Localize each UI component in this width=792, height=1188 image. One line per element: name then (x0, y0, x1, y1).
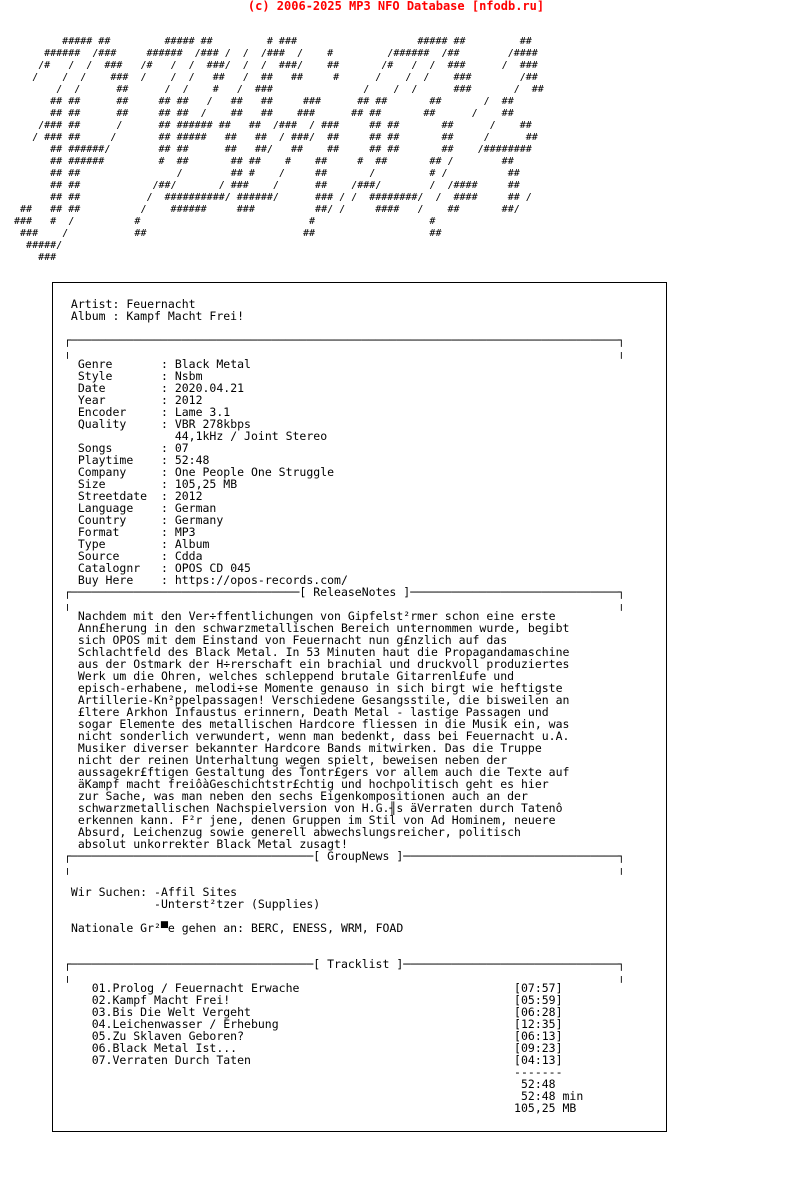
section-header: ┌───────────────────────────────────[ Tracklist ]───────────────────────────────┐ (64, 957, 625, 971)
total-size-value: 105,25 MB (514, 1101, 577, 1115)
info-value: 2020.04.21 (174, 381, 245, 395)
release-notes-text: Schlachtfeld des Black Metal. In 53 Minuten haut die Propagandamaschine (77, 645, 570, 659)
info-value: 2012 (174, 489, 203, 503)
track-title: 05.Zu Sklaven Geboren? (91, 1029, 515, 1043)
track-time: [09:23] (514, 1041, 563, 1055)
info-value: Germany (174, 513, 224, 527)
info-value: 52:48 (174, 453, 210, 467)
info-value: MP3 (174, 525, 196, 539)
info-row: Type : Album (77, 537, 210, 551)
section-title: [ GroupNews ] (313, 849, 404, 863)
release-notes-text: sich OPOS mit dem Einstand von Feuernacht nun g£nzlich auf das (77, 633, 508, 647)
info-value: 105,25 MB (174, 477, 238, 491)
info-label: Encoder (77, 405, 161, 419)
info-row: Size : 105,25 MB (77, 477, 238, 491)
wanted-item: -Unterst²tzer (Supplies) (154, 897, 321, 911)
info-label: Playtime (77, 453, 161, 467)
info-label: Language (77, 501, 161, 515)
info-value: One People One Struggle (174, 465, 335, 479)
release-notes-text: Ann£herung in den schwarzmetallischen Bereich unternommen wurde, begibt (77, 621, 570, 635)
info-row: Genre : Black Metal (77, 357, 251, 371)
greetings-line (64, 922, 625, 934)
info-label: Streetdate (77, 489, 161, 503)
info-label: Company (77, 465, 161, 479)
info-label: Style (77, 369, 161, 383)
info-value: Cdda (174, 549, 203, 563)
section-title: [ ReleaseNotes ] (299, 585, 411, 599)
info-value: VBR 278kbps (174, 417, 251, 431)
release-notes-text: äKampf macht freiôàGeschichtstr£chtig und hochpolitisch geht es hier (77, 777, 549, 791)
wanted-line: Wir Suchen: -Affil Sites (64, 885, 238, 899)
release-notes-text: absolut unkorrekter Black Metal zusagt! (77, 837, 348, 851)
track-time: [06:13] (514, 1029, 563, 1043)
info-label: Year (77, 393, 161, 407)
info-label: Quality (77, 417, 161, 431)
box-edge: ╷ ╷ (64, 345, 625, 359)
track-time: [12:35] (514, 1017, 563, 1031)
info-row: Catalognr : OPOS CD 045 (77, 561, 251, 575)
release-notes-text: Nachdem mit den Ver÷ffentlichungen von Gipfelst²rmer schon eine erste (77, 609, 556, 623)
total-time-min-value: 52:48 min (520, 1089, 584, 1103)
info-label: Country (77, 513, 161, 527)
track-title: 06.Black Metal Ist... (91, 1041, 515, 1055)
section-title: [ Tracklist ] (313, 957, 404, 971)
info-value: 44,1kHz / Joint Stereo (174, 429, 328, 443)
section-header: ┌───────────────────────────────────[ GroupNews ]───────────────────────────────┐ (64, 849, 625, 863)
info-label: Source (77, 549, 161, 563)
total-time-value: 52:48 (520, 1077, 556, 1091)
nfodb-copyright-header: (c) 2006-2025 MP3 NFO Database [nfodb.ru] (247, 0, 545, 13)
release-notes-text: schwarzmetallischen Nachspielversion von H.G.╢s äVerraten durch Tatenô (77, 801, 563, 815)
release-notes-text: erkennen kann. F²r jene, denen Gruppen im Stil von Ad Hominem, neuere (77, 813, 556, 827)
track-title: 02.Kampf Macht Frei! (91, 993, 515, 1007)
info-row: Country : Germany (77, 513, 224, 527)
info-row: Buy Here : https://opos-records.com/ (77, 573, 348, 587)
track-title: 01.Prolog / Feuernacht Erwache (91, 981, 515, 995)
info-label: Date (77, 381, 161, 395)
release-notes-text: Absurd, Leichenzug sowie generell abwechslungsreicher, politisch (77, 825, 521, 839)
info-row: Source : Cdda (77, 549, 203, 563)
release-notes-text: Werk um die Ohren, welches schleppend brutale Gitarrenl£ufe und (77, 669, 515, 683)
track-time: [06:28] (514, 1005, 563, 1019)
info-value: 2012 (174, 393, 203, 407)
totals-rule: ------- (514, 1065, 563, 1079)
info-label: Songs (77, 441, 161, 455)
track-title: 07.Verraten Durch Taten (91, 1053, 515, 1067)
info-label: Format (77, 525, 161, 539)
info-row: Playtime : 52:48 (77, 453, 210, 467)
info-value: German (174, 501, 217, 515)
info-value: Album (174, 537, 210, 551)
info-row: Songs : 07 (77, 441, 189, 455)
info-value: https://opos-records.com/ (174, 573, 348, 587)
info-row: Quality : VBR 278kbps (77, 417, 251, 431)
greetings-text: Nationale Gr²▀e gehen an: BERC, ENESS, WRM, FOAD (70, 921, 404, 935)
wanted-line (64, 898, 625, 910)
album-line: Album : Kampf Macht Frei! (64, 309, 245, 323)
release-notes-text: nicht sonderlich verwundert, wenn man bedenkt, dass bei Feuernacht u.A. (77, 729, 570, 743)
artist-value: Feuernacht (126, 297, 196, 311)
info-value: Nsbm (174, 369, 203, 383)
box-top: ┌───────────────────────────────────────────────────────────────────────────────┐ (64, 333, 625, 347)
info-row: Streetdate : 2012 (77, 489, 203, 503)
info-row: Language : German (77, 501, 217, 515)
info-value: Lame 3.1 (174, 405, 231, 419)
info-value: Black Metal (174, 357, 251, 371)
track-time: [04:13] (514, 1053, 563, 1067)
release-notes-text: nicht der reinen Unterhaltung wegen spielt, beweisen neben der (77, 753, 508, 767)
info-row: Style : Nsbm (77, 369, 203, 383)
info-label: Genre (77, 357, 161, 371)
release-notes-text: zur Sache, was man neben den sechs Eigenkompositionen auch an der (77, 789, 528, 803)
box-edge: ╷ ╷ (64, 597, 625, 611)
nfo-text (64, 298, 625, 1114)
section-header: ┌─────────────────────────────────[ ReleaseNotes ]──────────────────────────────┐ (64, 585, 625, 599)
blank-line (64, 934, 625, 946)
release-notes-text: aussagekr£ftigen Gestaltung des Tontr£gers vor allem auch die Texte auf (77, 765, 570, 779)
release-notes-text: £ltere Arkhon Infaustus erinnern, Death Metal - lastige Passagen und (77, 705, 549, 719)
info-row: Format : MP3 (77, 525, 196, 539)
info-row: Encoder : Lame 3.1 (77, 405, 231, 419)
artist-line: Artist: Feuernacht (64, 297, 196, 311)
release-notes-text: sogar Elemente des metallischen Hardcore fliessen in die Musik ein, was (77, 717, 570, 731)
info-label: Size (77, 477, 161, 491)
release-notes-text: episch-erhabene, melodi÷se Momente genauso in sich birgt wie heftigste (77, 681, 563, 695)
release-notes-text: aus der Ostmark der H÷rerschaft ein brachial und druckvoll produziertes (77, 657, 570, 671)
release-notes-text: Artillerie-Kn²ppelpassagen! Verschiedene Gesangsstile, die bisweilen an (77, 693, 570, 707)
info-value: 07 (174, 441, 189, 455)
info-row: Company : One People One Struggle (77, 465, 335, 479)
total-size (64, 1102, 625, 1114)
info-row: Year : 2012 (77, 393, 203, 407)
ascii-logo: ##### ## ##### ## # ### ##### ## ## ###### /### ###### /### / / /### / # /###### /## /#### /# / / ### /# / / ###/ / / ###/ ## /# / / ### / ### / / / ### / / / ## / ## ## # / / / ### /## / / ## / / # / ### / / / ### / ## ## ## ## ## ## / ## ## ### ## ## ## / ## ## ## ## ## ## / ## ## ### ## ## ## / ## /### ## / ## ###### ## ## /### / ### ## ## ## / ## / ### ## / ## ##### ## ## / ###/ ## ## ## ## / ## ## ######/ ## ## ## ##/ ## ## ## ## ## /######## ## ###### # ## ## ## # ## # ## ## / ## ## ## / ## # / ## / # / ## ## ## /##/ / ### / ## /###/ / /#### ## ## ## / ##########/ ######/ ### / / ########/ / #### ## / ## ## ## / ###### ### ##/ / #### / ## ##/ ### # / # # # ### / ## ## ## #####/ ### (14, 36, 544, 263)
track-time: [07:57] (514, 981, 563, 995)
wanted-item: -Affil Sites (154, 885, 238, 899)
box-edge: ╷ ╷ (64, 861, 625, 875)
info-label: Buy Here (77, 573, 161, 587)
info-value: OPOS CD 045 (174, 561, 251, 575)
info-label: Catalognr (77, 561, 161, 575)
track-title: 03.Bis Die Welt Vergeht (91, 1005, 515, 1019)
box-edge: ╷ ╷ (64, 969, 625, 983)
track-title: 04.Leichenwasser / Erhebung (91, 1017, 515, 1031)
album-value: Kampf Macht Frei! (126, 309, 245, 323)
release-notes-text: Musiker diverser bekannter Hardcore Bands mitwirken. Das die Truppe (77, 741, 542, 755)
track-time: [05:59] (514, 993, 563, 1007)
info-row: Date : 2020.04.21 (77, 381, 245, 395)
info-label: Type (77, 537, 161, 551)
